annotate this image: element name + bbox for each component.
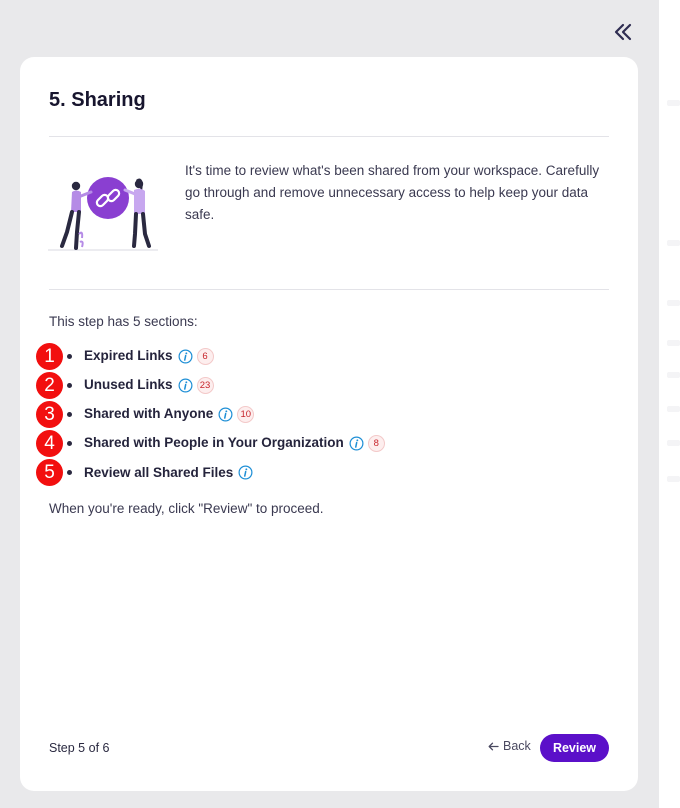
- number-marker: 3: [36, 401, 63, 428]
- count-badge: 23: [197, 377, 214, 394]
- step-progress: Step 5 of 6: [49, 741, 110, 755]
- side-panel-placeholder: [667, 100, 680, 106]
- bullet: [67, 441, 72, 446]
- bullet: [67, 412, 72, 417]
- double-chevron-left-icon: [613, 22, 633, 42]
- section-label: Shared with People in Your Organization 8: [84, 435, 385, 452]
- step-card: [20, 57, 638, 791]
- step-intro: It's time to review what's been shared from your workspace. Carefully go through and remove unnecessary access to help keep your data safe.: [185, 163, 600, 222]
- info-icon[interactable]: [218, 407, 233, 422]
- side-panel-placeholder: [667, 372, 680, 378]
- count-badge: 6: [197, 348, 214, 365]
- sections-label: This step has 5 sections:: [49, 314, 198, 329]
- section-label: Expired Links 6: [84, 348, 214, 365]
- back-button-label: Back: [503, 739, 531, 753]
- section-label: Shared with Anyone 10: [84, 406, 254, 423]
- side-panel-placeholder: [667, 300, 680, 306]
- side-panel-placeholder: [667, 340, 680, 346]
- ready-instructions: When you're ready, click "Review" to proceed.: [49, 501, 324, 516]
- count-badge: 10: [237, 406, 254, 423]
- side-panel-placeholder: [667, 440, 680, 446]
- arrow-left-icon: [488, 742, 499, 751]
- info-icon[interactable]: [178, 349, 193, 364]
- sharing-link-illustration: [48, 172, 158, 252]
- side-panel-edge: [659, 0, 680, 808]
- number-marker: 2: [36, 372, 63, 399]
- bullet: [67, 470, 72, 475]
- side-panel-placeholder: [667, 406, 680, 412]
- number-marker: 5: [36, 459, 63, 486]
- side-panel-placeholder: [667, 476, 680, 482]
- section-label: Unused Links 23: [84, 377, 214, 394]
- number-marker: 4: [36, 430, 63, 457]
- info-icon[interactable]: [238, 465, 253, 480]
- number-marker: 1: [36, 343, 63, 370]
- info-icon[interactable]: [349, 436, 364, 451]
- collapse-panel-button[interactable]: [608, 18, 638, 46]
- side-panel-placeholder: [667, 240, 680, 246]
- review-button[interactable]: Review: [540, 734, 609, 762]
- info-icon[interactable]: [178, 378, 193, 393]
- section-label: Review all Shared Files: [84, 465, 253, 481]
- bullet: [67, 383, 72, 388]
- step-title: 5. Sharing: [49, 89, 146, 111]
- count-badge: 8: [368, 435, 385, 452]
- divider: [49, 289, 609, 290]
- back-button[interactable]: [486, 737, 533, 755]
- divider: [49, 136, 609, 137]
- bullet: [67, 354, 72, 359]
